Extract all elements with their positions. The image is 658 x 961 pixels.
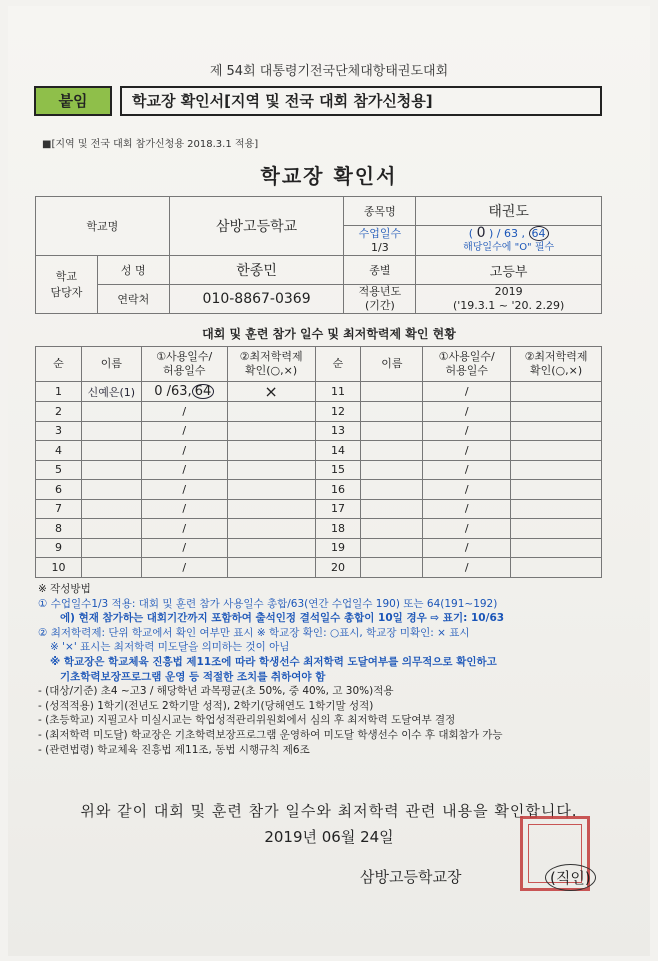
row-days-value: / [182, 502, 187, 516]
row-no: 13 [315, 421, 361, 441]
row-check [227, 558, 315, 578]
row-check [227, 519, 315, 539]
row-no: 10 [36, 558, 82, 578]
row-days-value: / [182, 443, 187, 457]
row-no: 9 [36, 538, 82, 558]
table-header-row [36, 347, 602, 382]
row-name [361, 382, 423, 402]
header-title: 학교장 확인서[지역 및 전국 대회 참가신청용] [120, 86, 602, 116]
row-name [81, 558, 141, 578]
row-name [81, 460, 141, 480]
instruction-line: ※ 작성방법 [38, 583, 91, 595]
row-no: 14 [315, 441, 361, 461]
row-no: 16 [315, 480, 361, 500]
row-name [361, 480, 423, 500]
lesson-days-value [416, 226, 601, 241]
row-days [141, 558, 227, 578]
row-check [227, 538, 315, 558]
row-check [511, 460, 602, 480]
table-row [36, 538, 602, 558]
table-row [36, 558, 602, 578]
lesson-days-circled: 64 [529, 226, 549, 241]
instruction-line: - (최저학력 미도달) 학교장은 기초학력보장프로그램 운영하여 미도달 학생선수 이수 후 대회참가 가능 [38, 728, 503, 741]
header-name-left: 이름 [81, 347, 141, 382]
contact-group-cell [36, 256, 98, 314]
row-days [141, 382, 227, 402]
contact-phone: 010-8867-0369 [169, 285, 344, 314]
row-days: / [423, 460, 511, 480]
sport-label: 종목명 [344, 197, 416, 226]
header-days-left [141, 347, 227, 382]
header-days-2: 허용일수 [162, 364, 206, 377]
row-check [511, 402, 602, 422]
division-value: 고등부 [416, 256, 602, 285]
row-name [361, 441, 423, 461]
row-no: 11 [315, 382, 361, 402]
row-no: 4 [36, 441, 82, 461]
period-value: ('19.3.1 ~ '20. 2.29) [452, 299, 565, 312]
year-label-cell [344, 285, 416, 314]
header-check-2: 확인(○,×) [529, 364, 583, 377]
table-row [36, 480, 602, 500]
school-label: 학교명 [36, 197, 170, 256]
table-row [36, 402, 602, 422]
table-row [36, 441, 602, 461]
row-days [141, 499, 227, 519]
row-check [227, 480, 315, 500]
contact-group-label-2: 담당자 [50, 285, 83, 299]
instruction-line: 기초학력보장프로그램 운영 등 적절한 조치를 취하여야 함 [60, 670, 326, 683]
form-note: ■[지역 및 전국 대회 참가신청용 2018.3.1 적용] [42, 139, 259, 150]
instruction-line: ※ '×' 표시는 최저학력 미도달을 의미하는 것이 아님 [50, 641, 290, 654]
lesson-days-value-cell [416, 226, 602, 256]
row-no: 5 [36, 460, 82, 480]
row-no: 19 [315, 538, 361, 558]
row-no: 8 [36, 519, 82, 539]
row-days [141, 402, 227, 422]
table-row [36, 519, 602, 539]
row-check [511, 558, 602, 578]
row-days [141, 460, 227, 480]
row-no: 12 [315, 402, 361, 422]
row-days-value: / [182, 541, 187, 555]
row-check [511, 421, 602, 441]
row-days: / [423, 480, 511, 500]
row-no: 1 [36, 382, 82, 402]
row-days-value: 0 /63, [154, 384, 192, 399]
row-no: 7 [36, 499, 82, 519]
row-days-circled: 64 [192, 384, 215, 399]
lesson-days-label: 수업일수 [358, 226, 402, 240]
header-check-1: ②최저학력제 [524, 350, 588, 363]
header-no-right: 순 [315, 347, 361, 382]
lesson-days-mid: ) / 63 , [485, 227, 525, 240]
row-days: / [423, 441, 511, 461]
school-name: 삼방고등학교 [169, 197, 344, 256]
participation-table [35, 346, 602, 578]
table-row [36, 421, 602, 441]
writing-instructions [38, 582, 628, 757]
row-name [361, 499, 423, 519]
contact-group-label-1: 학교 [55, 269, 78, 283]
row-name [81, 499, 141, 519]
row-no: 17 [315, 499, 361, 519]
row-name [81, 538, 141, 558]
row-no: 3 [36, 421, 82, 441]
instruction-line: - (대상/기준) 초4 ~고3 / 해당학년 과목평균(초 50%, 중 40%, 고 30%)적용 [38, 685, 394, 698]
instruction-line: 에) 현재 참가하는 대회기간까지 포함하여 출석인정 결석일수 총합이 10일 경우 ⇨ 표기: 10/63 [60, 612, 505, 625]
confirm-date: 2019년 06월 24일 [264, 828, 394, 846]
instruction-line: ① 수업일수1/3 적용: 대회 및 훈련 참가 사용일수 총합/63(연간 수업일수 190) 또는 64(191~192) [38, 597, 498, 610]
name-label: 성 명 [97, 256, 169, 285]
phone-label: 연락처 [97, 285, 169, 314]
row-name [81, 402, 141, 422]
year-value: 2019 [494, 285, 523, 298]
year-label-1: 적용년도 [358, 285, 402, 298]
instruction-line: ※ 학교장은 학교체육 진흥법 제11조에 따라 학생선수 최저학력 도달여부를 의무적으로 확인하고 [50, 655, 497, 668]
instruction-line: - (관련법령) 학교체육 진흥법 제11조, 동법 시행규칙 제6조 [38, 743, 310, 756]
row-check [227, 421, 315, 441]
row-days: / [423, 538, 511, 558]
row-check [511, 382, 602, 402]
confirmation-text: 위와 같이 대회 및 훈련 참가 일수와 최저학력 관련 내용을 확인합니다. [80, 802, 578, 820]
info-table [35, 196, 602, 314]
row-name [361, 421, 423, 441]
row-days [141, 538, 227, 558]
row-name [81, 441, 141, 461]
row-no: 2 [36, 402, 82, 422]
table-row [36, 499, 602, 519]
row-days-value: / [182, 404, 187, 418]
table-row [36, 460, 602, 480]
document-title: 학교장 확인서 [260, 164, 398, 188]
instruction-line: - (초등학교) 지필고사 미실시교는 학업성적관리위원회에서 심의 후 최저학력 도달여부 결정 [38, 714, 456, 727]
row-check [511, 480, 602, 500]
row-name [361, 538, 423, 558]
row-check [227, 441, 315, 461]
header-check-2: 확인(○,×) [245, 364, 298, 377]
instruction-line: ② 최저학력제: 단위 학교에서 확인 여부만 표시 ※ 학교장 확인: ○표시, 학교장 미확인: × 표시 [38, 626, 470, 639]
lesson-days-label-cell [344, 226, 416, 256]
lesson-days-mark: 0 [476, 225, 486, 241]
row-days: / [423, 499, 511, 519]
row-days: / [423, 519, 511, 539]
row-days-value: / [182, 521, 187, 535]
row-days [141, 421, 227, 441]
header-check-left [227, 347, 315, 382]
row-days-value: / [182, 560, 187, 574]
header-check-1: ②최저학력제 [239, 350, 303, 363]
row-days: / [423, 402, 511, 422]
row-name [361, 558, 423, 578]
header-check-right [511, 347, 602, 382]
row-no: 18 [315, 519, 361, 539]
row-no: 15 [315, 460, 361, 480]
row-no: 20 [315, 558, 361, 578]
instruction-line: - (성적적용) 1학기(전년도 2학기말 성적), 2학기(당해연도 1학기말 성적) [38, 699, 374, 712]
row-check [511, 538, 602, 558]
table-row [36, 382, 602, 402]
row-no: 6 [36, 480, 82, 500]
header-days-1: ①사용일수/ [156, 350, 213, 363]
event-title: 제 54회 대통령기전국단체대항태권도대회 [209, 64, 449, 79]
row-check [511, 519, 602, 539]
row-name [361, 460, 423, 480]
row-check [227, 402, 315, 422]
attachment-tag: 붙임 [34, 86, 112, 116]
row-days-value: / [182, 463, 187, 477]
sport-value: 태권도 [416, 197, 602, 226]
row-name: 신예은(1) [81, 382, 141, 402]
year-value-cell [416, 285, 602, 314]
row-name [361, 519, 423, 539]
row-check [227, 499, 315, 519]
header-days-1: ①사용일수/ [438, 350, 495, 363]
row-name [81, 519, 141, 539]
row-check [511, 441, 602, 461]
list-subtitle: 대회 및 훈련 참가 일수 및 최저학력제 확인 현황 [202, 327, 456, 341]
lesson-days-note: 해당일수에 "O" 필수 [463, 242, 555, 253]
row-check: × [227, 382, 315, 402]
row-days: / [423, 382, 511, 402]
row-days [141, 519, 227, 539]
row-days: / [423, 421, 511, 441]
row-check [227, 460, 315, 480]
lesson-days-fraction: 1/3 [371, 240, 389, 254]
row-days: / [423, 558, 511, 578]
header-days-2: 허용일수 [445, 364, 488, 377]
row-days-value: / [182, 482, 187, 496]
header-no-left: 순 [36, 347, 82, 382]
principal-name: 삼방고등학교장 [360, 868, 462, 886]
row-name [81, 480, 141, 500]
seal-label: (직인) [545, 864, 596, 891]
row-check [511, 499, 602, 519]
row-name [361, 402, 423, 422]
row-name [81, 421, 141, 441]
header-days-right [423, 347, 511, 382]
header-name-right: 이름 [361, 347, 423, 382]
row-days [141, 480, 227, 500]
year-label-2: (기간) [364, 299, 395, 312]
row-days-value: / [182, 424, 187, 438]
lesson-days-prefix: ( [468, 227, 477, 240]
contact-name: 한종민 [169, 256, 344, 285]
division-label: 종별 [344, 256, 416, 285]
row-days [141, 441, 227, 461]
